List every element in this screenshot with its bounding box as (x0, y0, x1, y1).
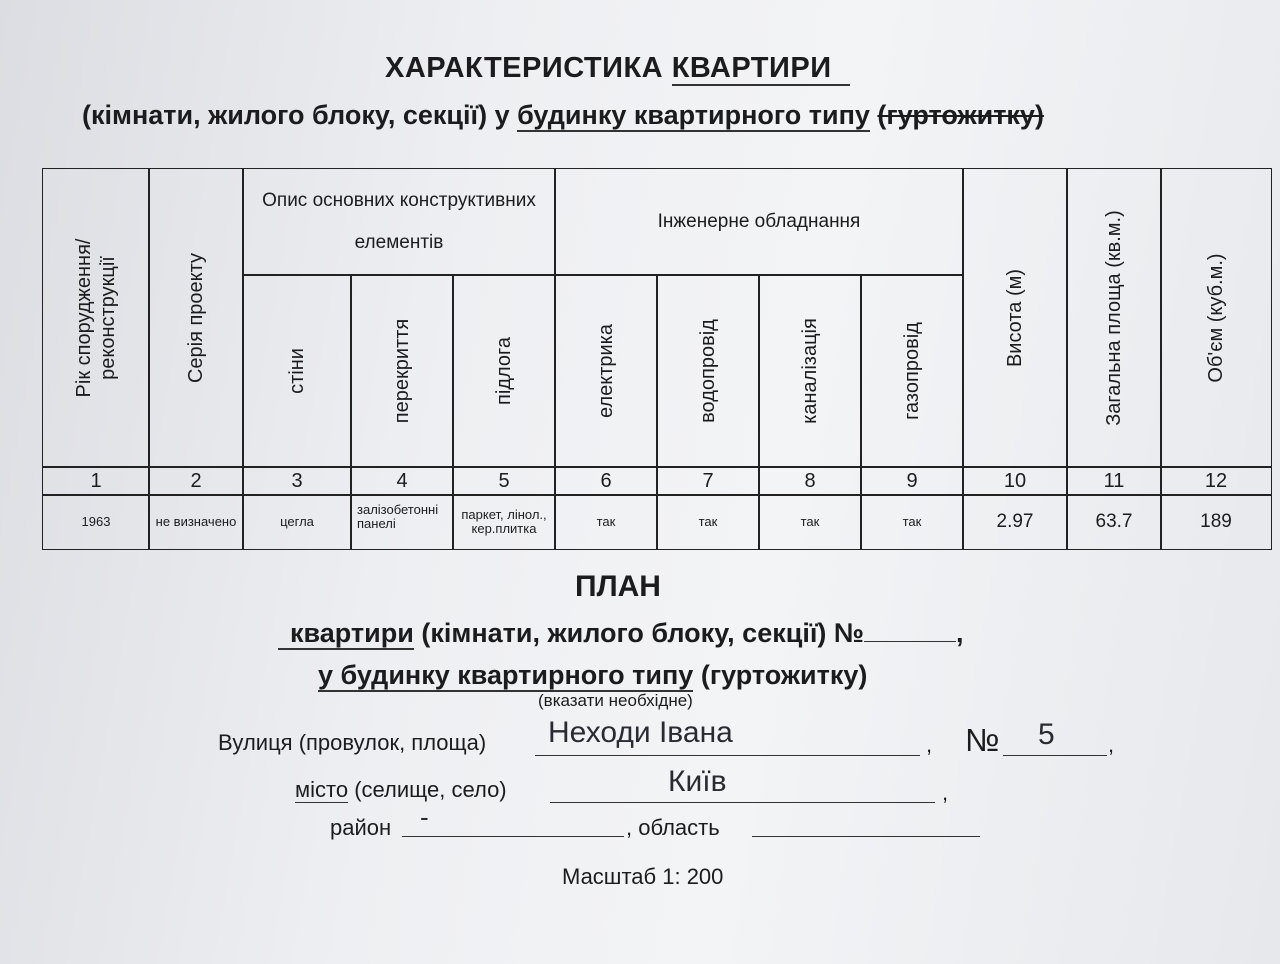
plan-heading: ПЛАН (575, 570, 661, 603)
header-volume-text: Об'єм (куб.м.) (1205, 253, 1227, 383)
header-series-text: Серія проекту (185, 252, 207, 384)
plan-hint: (вказати необхідне) (538, 691, 693, 710)
district-underline (402, 836, 624, 837)
value-gas-text: так (902, 514, 922, 529)
city-comma: , (942, 780, 949, 805)
header-floor-text: підлога (493, 337, 515, 405)
header-height (962, 168, 1068, 468)
header-height-text: Висота (м) (1004, 268, 1026, 368)
colnum-7 (656, 466, 760, 496)
header-gas (860, 274, 964, 468)
value-gas (860, 494, 964, 550)
city-label-rest: (селище, село) (354, 777, 507, 802)
value-volume-text: 189 (1200, 511, 1232, 532)
city-value: Київ (668, 765, 727, 798)
colnum-8-text: 8 (804, 469, 816, 492)
value-series (148, 494, 244, 550)
street-underline (535, 755, 920, 756)
header-volume (1160, 168, 1272, 468)
plan-line1-underlined: квартири (278, 618, 414, 650)
header-series (148, 168, 244, 468)
street-label: Вулиця (провулок, площа) (218, 730, 487, 755)
colnum-11 (1066, 466, 1162, 496)
header-water (656, 274, 760, 468)
title-prefix: ХАРАКТЕРИСТИКА (385, 52, 664, 84)
subtitle-struck: (гуртожитку) (877, 100, 1044, 130)
value-area-text: 63.7 (1095, 511, 1133, 532)
header-area (1066, 168, 1162, 468)
colnum-12 (1160, 466, 1272, 496)
colnum-1 (42, 466, 150, 496)
plan-line1-end: , (956, 618, 964, 648)
value-floor-text: паркет, лінол., кер.плитка (461, 507, 547, 536)
number-value: 5 (1038, 718, 1055, 751)
header-floor (452, 274, 556, 468)
colnum-4 (350, 466, 454, 496)
header-engineering-group (554, 168, 964, 276)
title-underlined: КВАРТИРИ (672, 52, 850, 86)
scale-text: Масштаб 1: 200 (562, 864, 724, 889)
plan-line2-rest: (гуртожитку) (700, 660, 868, 690)
value-height-text: 2.97 (996, 511, 1034, 532)
colnum-3 (242, 466, 352, 496)
value-year-text: 1963 (81, 514, 111, 529)
header-walls (242, 274, 352, 468)
header-year (42, 168, 150, 468)
header-walls-text: стіни (286, 348, 308, 394)
header-engineering-text: Інженерне обладнання (657, 211, 861, 232)
colnum-2 (148, 466, 244, 496)
value-year (42, 494, 150, 550)
value-sewer-text: так (800, 514, 820, 529)
plan-line1 (278, 618, 964, 649)
colnum-6-text: 6 (600, 469, 612, 492)
number-label: № (965, 722, 1000, 758)
header-gas-text: газопровід (901, 322, 923, 420)
header-construction-group (242, 168, 556, 276)
value-electric (554, 494, 658, 550)
header-water-text: водопровід (697, 319, 719, 423)
colnum-9 (860, 466, 964, 496)
number-underline (1003, 755, 1107, 756)
value-height (962, 494, 1068, 550)
colnum-7-text: 7 (702, 469, 714, 492)
header-year-text: Рік спорудження/ реконструкції (73, 238, 119, 398)
colnum-1-text: 1 (90, 469, 102, 492)
city-underline (550, 802, 935, 803)
header-ceilings-text: перекриття (391, 318, 413, 424)
colnum-3-text: 3 (291, 469, 303, 492)
value-water-text: так (698, 514, 718, 529)
colnum-6 (554, 466, 658, 496)
plan-number-blank (864, 641, 956, 642)
colnum-12-text: 12 (1204, 469, 1228, 492)
region-label: , область (626, 815, 720, 840)
plan-line2-underlined: у будинку квартирного типу (318, 660, 694, 690)
header-sewer (758, 274, 862, 468)
value-sewer (758, 494, 862, 550)
value-water (656, 494, 760, 550)
district-value: - (420, 802, 429, 832)
city-label-underlined: місто (295, 777, 349, 802)
header-area-text: Загальна площа (кв.м.) (1103, 210, 1125, 426)
value-ceilings (350, 494, 454, 550)
characteristics-table (42, 168, 1272, 550)
value-electric-text: так (596, 514, 616, 529)
value-floor (452, 494, 556, 550)
street-comma: , (926, 732, 933, 757)
value-ceilings-text: залізобетонні панелі (357, 502, 439, 531)
header-electric-text: електрика (595, 324, 617, 418)
document-subtitle (82, 100, 1044, 131)
city-label (295, 777, 507, 803)
value-walls-text: цегла (280, 514, 314, 529)
colnum-5 (452, 466, 556, 496)
colnum-9-text: 9 (906, 469, 918, 492)
header-sewer-text: каналізація (799, 318, 821, 424)
value-walls (242, 494, 352, 550)
header-ceilings (350, 274, 454, 468)
region-underline (752, 836, 980, 837)
value-series-text: не визначено (155, 514, 237, 529)
value-area (1066, 494, 1162, 550)
header-electric (554, 274, 658, 468)
colnum-2-text: 2 (190, 469, 202, 492)
colnum-10-text: 10 (1003, 469, 1027, 492)
colnum-5-text: 5 (498, 469, 510, 492)
plan-line1-rest: (кімнати, жилого блоку, секції) № (421, 618, 865, 648)
colnum-4-text: 4 (396, 469, 408, 492)
colnum-11-text: 11 (1103, 469, 1125, 492)
colnum-10 (962, 466, 1068, 496)
value-volume (1160, 494, 1272, 550)
header-construction-text: Опис основних конструктивних елементів (262, 190, 536, 253)
colnum-8 (758, 466, 862, 496)
street-value: Неходи Івана (548, 716, 733, 749)
plan-line2 (318, 660, 867, 691)
district-label: район (330, 815, 392, 840)
subtitle-underlined: будинку квартирного типу (517, 100, 870, 130)
subtitle-prefix: (кімнати, жилого блоку, секції) у (82, 100, 510, 130)
document-title (385, 52, 850, 85)
number-comma: , (1108, 732, 1115, 757)
